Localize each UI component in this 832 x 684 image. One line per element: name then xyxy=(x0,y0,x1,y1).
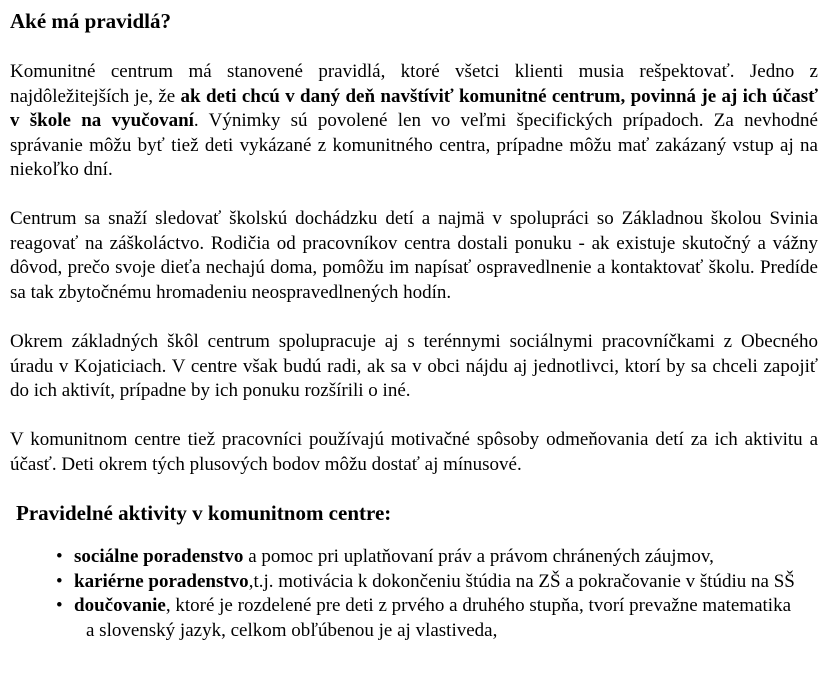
bullet-icon: • xyxy=(56,595,63,617)
activities-list xyxy=(10,545,818,643)
paragraph-rules xyxy=(10,60,818,183)
paragraph-rules-text-1: Komunitné centrum má stanovené pravidlá, ktoré všetci klienti musia rešpektovať. Jedno z najdôležitejších je, že xyxy=(10,61,818,107)
bullet-icon: • xyxy=(56,570,63,592)
bullet-icon: • xyxy=(56,546,63,567)
list-item-text: , ktoré je rozdelené pre deti z prvého a druhého stupňa, tvorí prevažne matematika xyxy=(165,595,792,617)
list-item-bold: doučovanie xyxy=(74,595,166,617)
paragraph-attendance: Centrum sa snaží sledovať školskú dochádzku detí a najmä v spolupráci so Základnou školou Svinia reagovať na záškoláctvo. Rodičia od pracovníkov centra dostali ponuku - ak existuje skutočný a vážny dôvod, prečo svoje dieťa nechajú doma, pomôžu im napísať ospravedlnenie a kontaktovať školu. Predíde sa tak zbytočnému hromadeniu neospravedlnených hodín. xyxy=(10,208,818,303)
list-item-bold: sociálne poradenstvo xyxy=(74,546,244,567)
paragraph-rules-bold: ak deti chcú v daný deň navštíviť komunitné centrum, povinná je aj ich účasť v škole na vyučovaní xyxy=(10,85,819,132)
list-item xyxy=(10,570,818,595)
paragraph-cooperation: Okrem základných škôl centrum spolupracuje aj s terénnymi sociálnymi pracovníčkami z Obecného úradu v Kojaticiach. V centre však budú radi, ak sa v obci nájdu aj jednotlivci, ktorí by sa chceli zapojiť do ich aktivít, prípadne by ich ponuku rozšírili o iné. xyxy=(10,331,818,402)
list-item xyxy=(10,545,818,570)
section-heading-rules: Aké má pravidlá? xyxy=(10,9,172,33)
list-item-text: a pomoc pri uplatňovaní práv a právom chránených záujmov, xyxy=(243,546,714,567)
section-heading-activities: Pravidelné aktivity v komunitnom centre: xyxy=(16,501,392,525)
list-item xyxy=(10,594,818,643)
paragraph-motivation: V komunitnom centre tiež pracovníci používajú motivačné spôsoby odmeňovania detí za ich aktivitu a účasť. Deti okrem tých plusových bodov môžu dostať aj mínusové. xyxy=(10,429,818,475)
paragraph-rules-text-2: . Výnimky sú povolené len vo veľmi špecifických prípadoch. Za nevhodné správanie môžu byť tiež deti vykázané z komunitného centra, prípadne môžu mať zakázaný vstup aj na niekoľko dní. xyxy=(10,110,818,181)
list-item-bold: kariérne poradenstvo xyxy=(74,570,249,592)
list-item-continuation: a slovenský jazyk, celkom obľúbenou je aj vlastiveda, xyxy=(86,619,498,641)
list-item-text: ,t.j. motivácia k dokončeniu štúdia na ZŠ a pokračovanie v štúdiu na SŠ xyxy=(248,570,795,592)
